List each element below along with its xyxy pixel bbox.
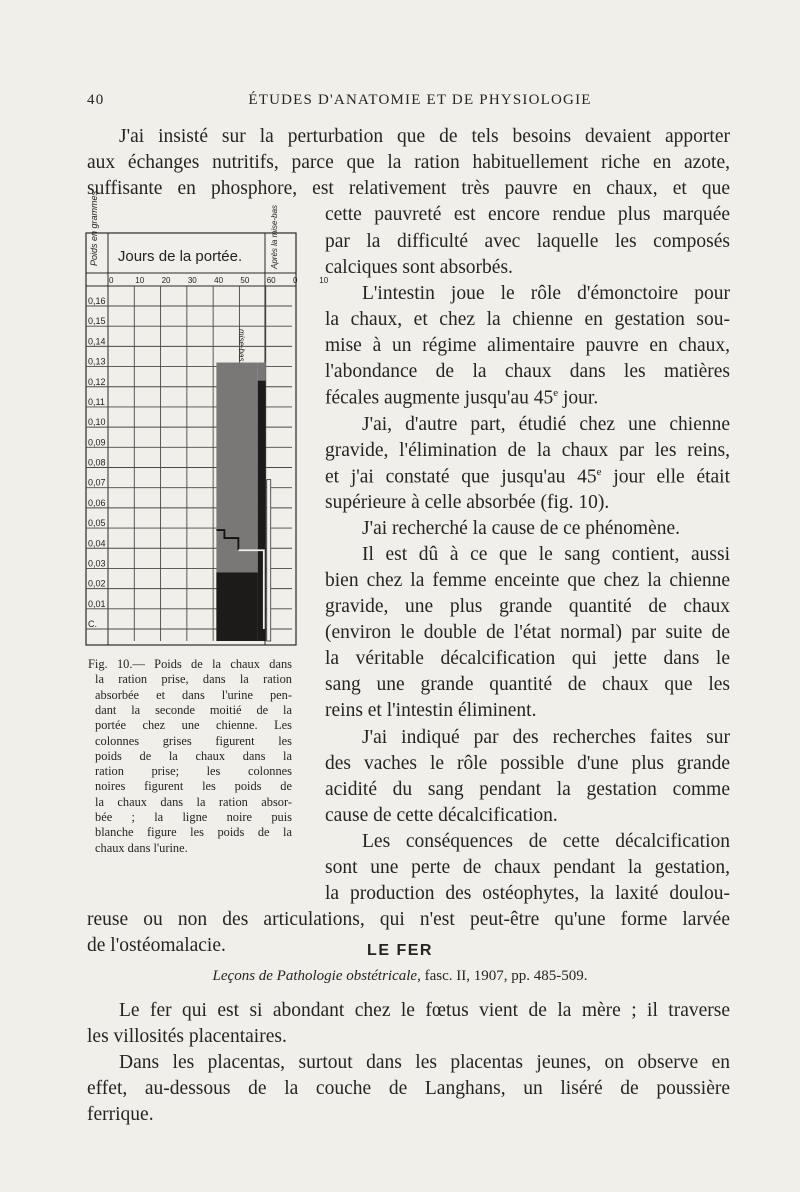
section-line: Dans les placentas, surtout dans les placentas jeunes, on observe en — [119, 1052, 730, 1073]
body-line: la chaux, et chez la chienne en gestation sou- — [325, 309, 730, 330]
body-line: l'abondance de la chaux dans les matières — [325, 361, 730, 382]
chart-column-annotation: mise-bas — [237, 329, 246, 362]
body-line: reins et l'intestin éliminent. — [325, 700, 537, 721]
source-ref: , fasc. II, 1907, pp. 485-509. — [417, 968, 588, 984]
body-line: L'intestin joue le rôle d'émonctoire pour — [362, 283, 730, 304]
y-tick-label: 0,06 — [88, 497, 106, 508]
caption-line: poids de la chaux dans la — [95, 748, 292, 763]
x-tick-label: 10 — [319, 276, 329, 285]
x-tick-label: 0 — [109, 276, 114, 285]
y-tick-label: 0,07 — [88, 477, 106, 488]
body-line: J'ai indiqué par des recherches faites sur — [362, 727, 730, 748]
chart-marks — [216, 363, 270, 641]
y-tick-label: 0,01 — [88, 598, 106, 609]
caption-line: ration prise; les colonnes — [95, 764, 292, 779]
caption-line: dant la seconde moitié de la — [95, 702, 292, 717]
section-source — [150, 968, 650, 985]
y-tick-label: 0,13 — [88, 356, 106, 367]
body-line: calciques sont absorbés. — [325, 257, 513, 278]
figure-10 — [86, 190, 329, 645]
chart-side-label: Après la mise-bas — [270, 204, 279, 269]
body-line: sont une perte de chaux pendant la gestation, — [325, 857, 730, 878]
body-line: fécales augmente jusqu'au 45e jour. — [325, 387, 599, 409]
y-tick-label: 0,16 — [88, 296, 106, 306]
caption-line: absorbée et dans l'urine pen- — [95, 687, 292, 702]
x-tick-label: 50 — [240, 276, 250, 285]
y-tick-label: 0,04 — [88, 538, 106, 549]
section-line: Le fer qui est si abondant chez le fœtus vient de la mère ; il traverse — [119, 1000, 730, 1021]
x-tick-label: 20 — [161, 276, 171, 285]
body-line: de l'ostéomalacie. — [87, 935, 226, 956]
caption-line: la ration prise, dans la ration — [95, 672, 292, 687]
section-title: LE FER — [367, 942, 433, 959]
y-tick-label: 0,10 — [88, 417, 106, 428]
x-tick-label: 0 — [293, 276, 298, 285]
x-tick-label: 60 — [266, 276, 276, 285]
caption-line: colonnes grises figurent les — [95, 733, 292, 748]
body-line: cause de cette décalcification. — [325, 805, 558, 826]
y-tick-label: 0,05 — [88, 518, 106, 529]
chart-ylabel: Poids en grammes — [89, 190, 99, 266]
caption-line: bée ; la ligne noire puis — [95, 810, 292, 824]
x-tick-label: 40 — [214, 276, 224, 285]
y-tick-label: C. — [88, 619, 97, 629]
body-line: gravide, l'élimination de la chaux par les reins, — [325, 440, 730, 461]
body-line: J'ai insisté sur la perturbation que de tels besoins devaient apporter — [119, 126, 730, 147]
y-tick-label: 0,11 — [88, 396, 105, 407]
body-line: par la difficulté avec laquelle les composés — [325, 231, 730, 252]
caption-line: la chaux dans la ration absor- — [95, 794, 292, 809]
x-tick-label: 30 — [187, 276, 197, 285]
body-line: des vaches le rôle possible d'une plus grande — [325, 753, 730, 774]
body-line: sang une grande quantité de chaux que les — [325, 674, 730, 695]
y-tick-label: 0,09 — [88, 437, 106, 448]
caption-line: portée chez une chienne. Les — [95, 718, 292, 733]
body-line: Il est dû à ce que le sang contient, aussi — [362, 544, 730, 565]
section-line: ferrique. — [87, 1104, 154, 1125]
y-tick-label: 0,14 — [88, 336, 106, 347]
body-line: aux échanges nutritifs, parce que la ration habituellement riche en azote, — [87, 152, 730, 173]
caption-line: chaux dans l'urine. — [95, 840, 188, 855]
y-tick-label: 0,08 — [88, 457, 106, 468]
body-line: et j'ai constaté que jusqu'au 45e jour elle était — [325, 466, 731, 488]
body-line: suffisante en phosphore, est relativement très pauvre en chaux, et que — [87, 178, 730, 199]
caption-line: noires figurent les poids de — [95, 779, 292, 794]
body-line: la production des ostéophytes, la laxité doulou- — [325, 883, 730, 904]
y-tick-label: 0,15 — [88, 316, 106, 327]
black-bar — [216, 572, 257, 641]
y-tick-label: 0,02 — [88, 578, 106, 589]
calcium-chart — [86, 190, 329, 645]
source-title: Leçons de Pathologie obstétricale — [212, 968, 418, 984]
body-line: la véritable décalcification qui jette dans le — [325, 648, 730, 669]
section-line: effet, au-dessous de la couche de Langhans, un liséré de poussière — [87, 1078, 730, 1099]
body-line: acidité du sang pendant la gestation comme — [325, 779, 730, 800]
body-line: gravide, une plus grande quantité de chaux — [325, 596, 730, 617]
body-line: bien chez la femme enceinte que chez la chienne — [325, 570, 730, 591]
body-line: reuse ou non des articulations, qui n'est peut-être qu'une forme larvée — [87, 909, 730, 930]
body-line: J'ai, d'autre part, étudié chez une chienne — [362, 414, 730, 435]
urine-bar — [267, 480, 271, 641]
page-number: 40 — [87, 92, 105, 108]
x-tick-label: 10 — [135, 276, 145, 285]
body-line: (environ le double de l'état normal) par suite de — [325, 622, 730, 643]
body-line: mise à un régime alimentaire pauvre en chaux, — [325, 335, 730, 356]
section-line: les villosités placentaires. — [87, 1026, 287, 1047]
y-tick-label: 0,12 — [88, 376, 106, 387]
body-line: Les conséquences de cette décalcification — [362, 831, 730, 852]
running-title: ÉTUDES D'ANATOMIE ET DE PHYSIOLOGIE — [248, 92, 592, 108]
body-line: J'ai recherché la cause de ce phénomène. — [362, 518, 681, 539]
caption-line: blanche figure les poids de la — [95, 825, 292, 840]
body-line: cette pauvreté est encore rendue plus marquée — [325, 204, 730, 225]
body-line: supérieure à celle absorbée (fig. 10). — [325, 492, 610, 513]
y-tick-label: 0,03 — [88, 558, 106, 569]
caption-line: Fig. 10.— Poids de la chaux dans — [88, 657, 292, 671]
chart-grid — [86, 276, 329, 641]
chart-title: Jours de la portée. — [117, 248, 243, 265]
